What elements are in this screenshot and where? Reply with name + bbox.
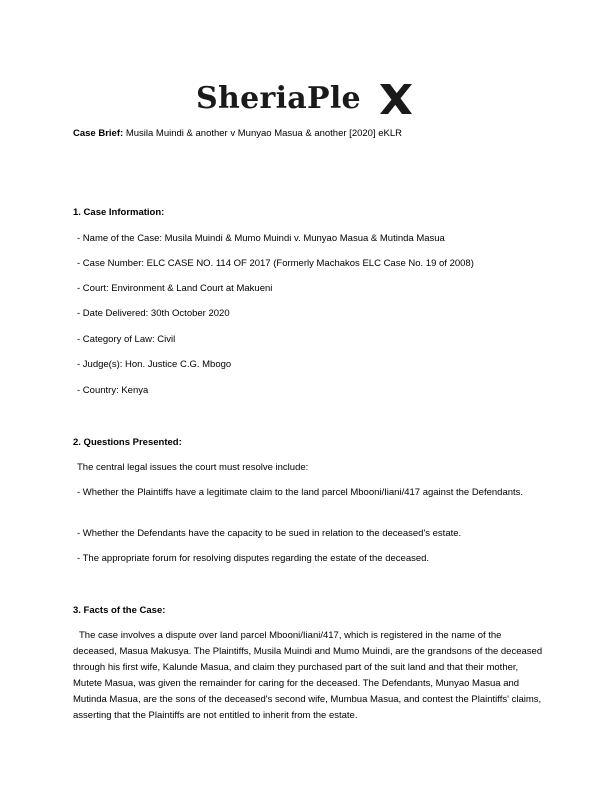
case-info-item: - Case Number: ELC CASE NO. 114 OF 2017 (Formerly Machakos ELC Case No. 19 of 2008) — [77, 258, 474, 269]
facts-paragraph: The case involves a dispute over land parcel Mbooni/Iiani/417, which is registered in the name of the deceased, Masua Makusya. The Plaintiffs, Musila Muindi and Mumo Muindi, are the grandsons of the deceased through his first wife, Kalunde Masua, and claim they purchased part of the suit land and that their mother, Mutete Masua, was given the remainder for caring for the deceased. The Defendants, Munyao Masua and Mutinda Masua, are the sons of the deceased's second wife, Mumbua Masua, and contest the Plaintiffs' claims, asserting that the Plaintiffs are not entitled to inherit from the estate. — [73, 630, 543, 721]
case-info-item: - Date Delivered: 30th October 2020 — [77, 308, 230, 319]
case-brief-line — [73, 127, 402, 141]
question-item: - The appropriate forum for resolving disputes regarding the estate of the deceased. — [77, 553, 430, 564]
x-mark-icon — [378, 82, 414, 116]
case-info-item: - Country: Kenya — [77, 385, 149, 396]
question-item: - Whether the Plaintiffs have a legitimate claim to the land parcel Mbooni/Iiani/417 against the Defendants. — [77, 487, 524, 498]
case-info-item: - Category of Law: Civil — [77, 334, 176, 345]
case-brief-title: Musila Muindi & another v Munyao Masua & another [2020] eKLR — [125, 128, 402, 139]
sheriaplex-logo — [196, 80, 416, 120]
logo-wordmark: SheriaPle — [196, 81, 361, 116]
section-heading-case-information: 1. Case Information: — [73, 207, 165, 218]
questions-intro: The central legal issues the court must resolve include: — [77, 462, 309, 473]
case-info-item: - Court: Environment & Land Court at Makueni — [77, 283, 273, 294]
section-heading-questions-presented: 2. Questions Presented: — [73, 437, 182, 448]
case-info-item: - Name of the Case: Musila Muindi & Mumo Muindi v. Munyao Masua & Mutinda Masua — [77, 233, 445, 244]
section-heading-facts: 3. Facts of the Case: — [73, 605, 166, 616]
case-info-item: - Judge(s): Hon. Justice C.G. Mbogo — [77, 359, 232, 370]
case-brief-label: Case Brief: — [73, 128, 124, 139]
question-item: - Whether the Defendants have the capacity to be sued in relation to the deceased's estate. — [77, 528, 462, 539]
